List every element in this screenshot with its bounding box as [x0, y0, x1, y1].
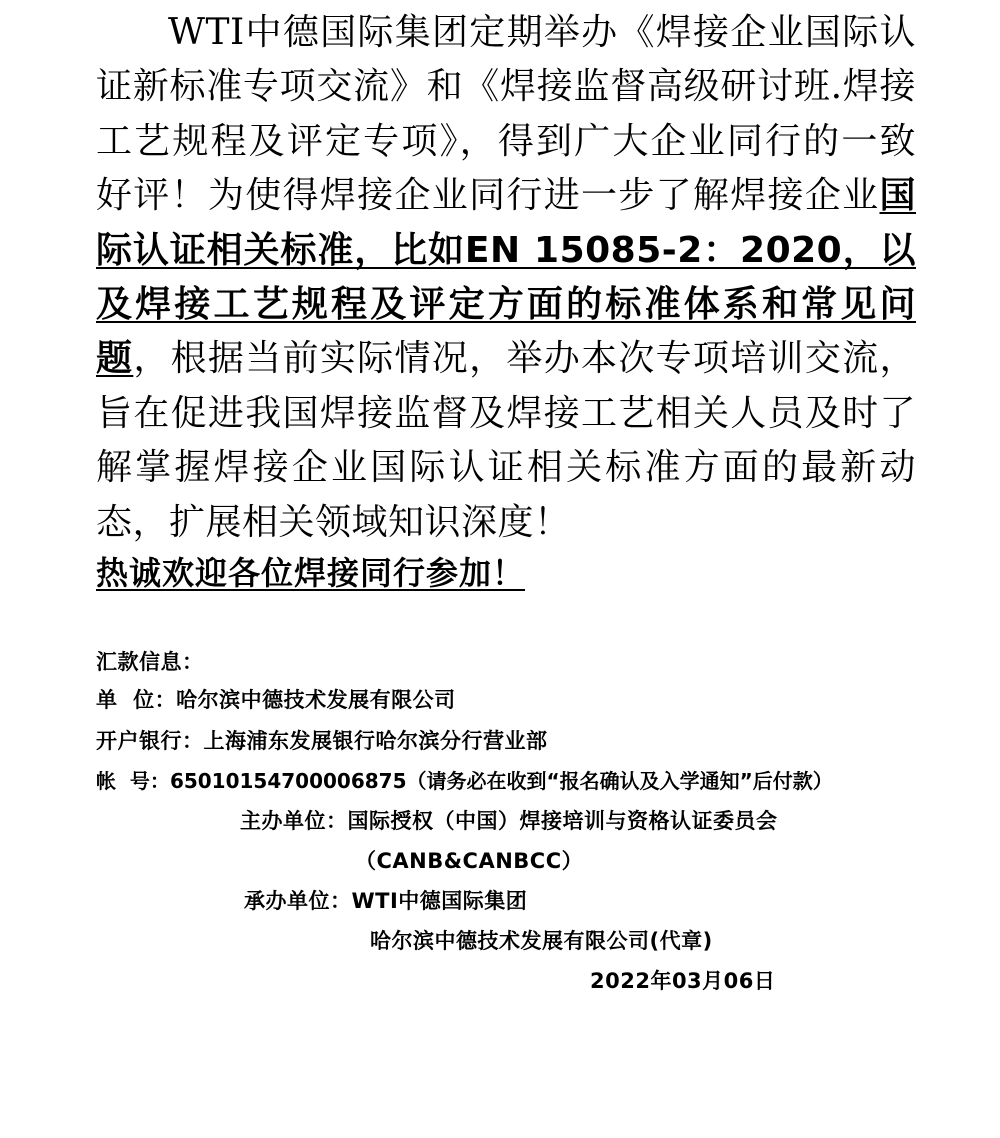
payment-bank-label: 开户银行： — [96, 729, 204, 753]
undertaker-value: WTI中德国际集团 — [351, 889, 528, 913]
payment-account-row — [96, 766, 833, 796]
intro-text-part1: WTI中德国际集团定期举办《焊接企业国际认证新标准专项交流》和《焊接监督高级研讨班.焊接工艺规程及评定专项》，得到广大企业同行的一致好评！为使得焊接企业同行进一步了解焊接企业 — [96, 12, 916, 217]
payment-heading: 汇款信息： — [96, 650, 204, 674]
payment-unit-label: 单 位： — [96, 688, 177, 712]
host-abbreviation: （CANB&CANBCC） — [355, 849, 584, 873]
payment-bank-row — [96, 726, 548, 756]
undertaker-label: 承办单位： — [244, 889, 352, 913]
intro-text-part2: ，根据当前实际情况，举办本次专项培训交流，旨在促进我国焊接监督及焊接工艺相关人员及时了解掌握焊接企业国际认证相关标准方面的最新动态，扩展相关领域知识深度！ — [96, 338, 916, 543]
payment-unit-row — [96, 685, 456, 715]
intro-emphasis-text: 国际认证相关标准，比如EN 15085-2：2020，以及焊接工艺规程及评定方面的标准体系和常见问题 — [96, 175, 916, 380]
payment-account-label: 帐 号： — [96, 769, 170, 793]
intro-paragraph — [96, 6, 916, 550]
host-row — [240, 806, 778, 836]
welcome-line: 热诚欢迎各位焊接同行参加！ — [96, 554, 526, 592]
payment-unit-value: 哈尔滨中德技术发展有限公司 — [176, 688, 456, 712]
host-value: 国际授权（中国）焊接培训与资格认证委员会 — [347, 809, 778, 833]
undertaker-row — [244, 886, 527, 916]
payment-account-value: 65010154700006875（请务必在收到“报名确认及入学通知”后付款） — [169, 769, 833, 793]
host-label: 主办单位： — [240, 809, 348, 833]
payment-bank-value: 上海浦东发展银行哈尔滨分行营业部 — [203, 729, 548, 753]
document-date: 2022年03月06日 — [590, 969, 776, 993]
undertaker-second-line: 哈尔滨中德技术发展有限公司(代章) — [370, 929, 713, 953]
